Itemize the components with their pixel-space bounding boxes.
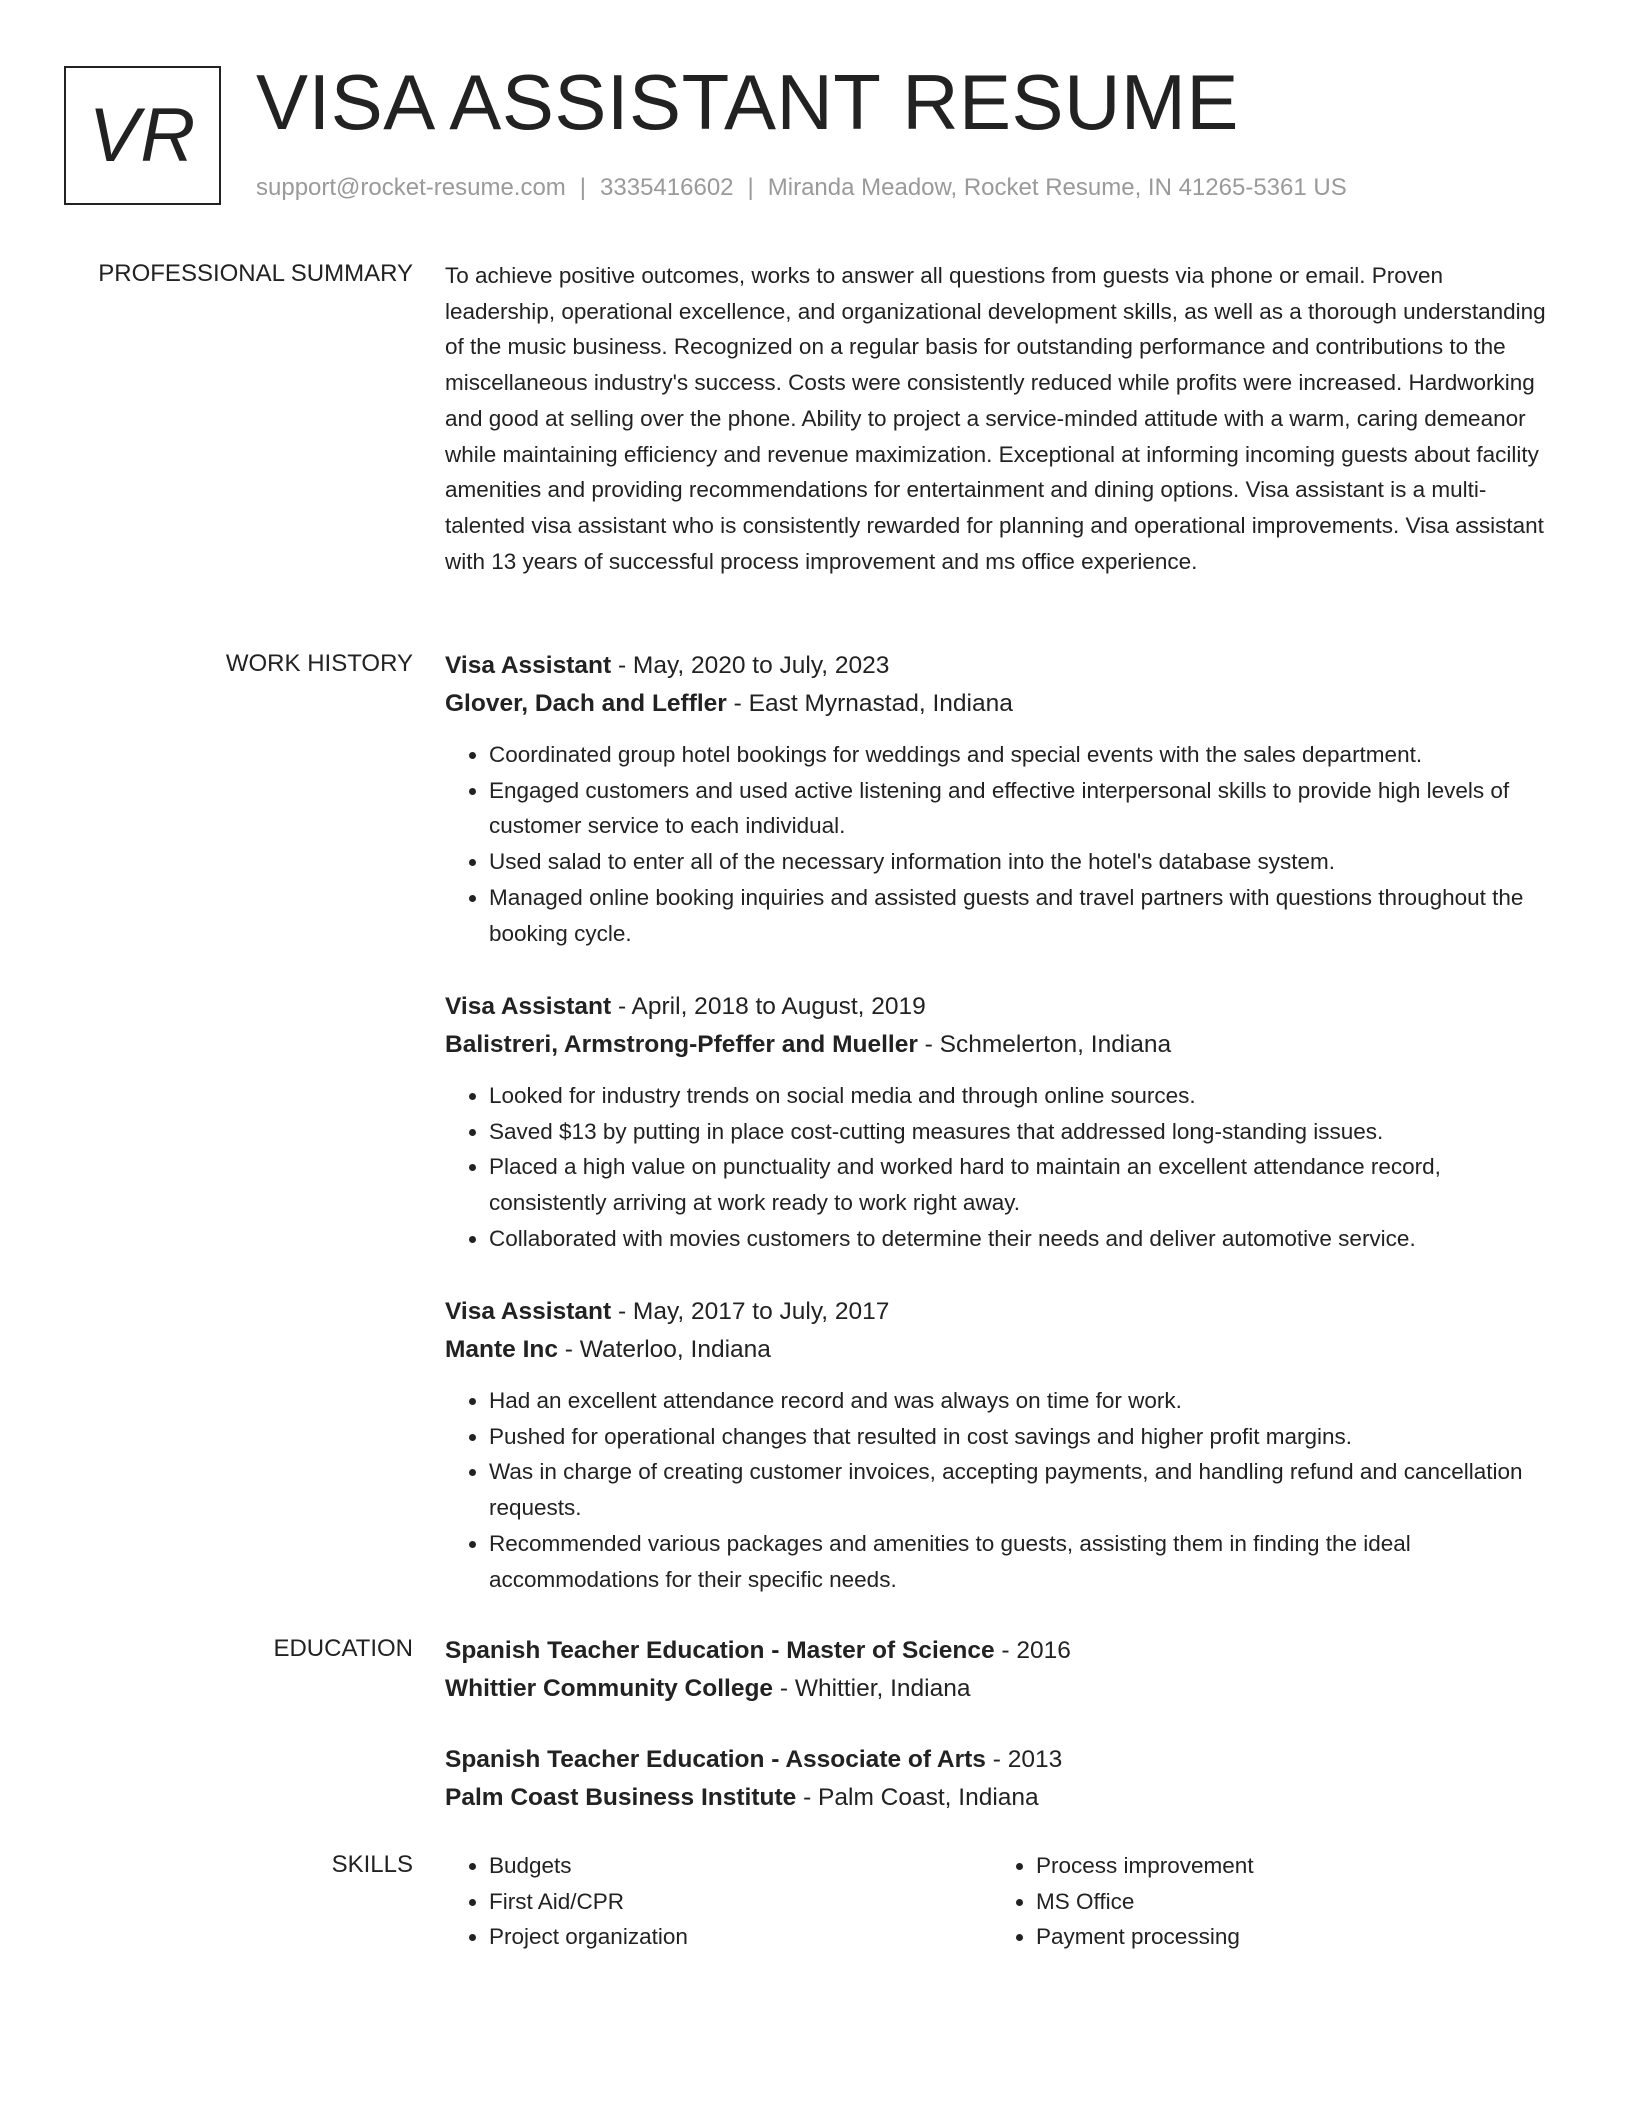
summary-text: To achieve positive outcomes, works to answer all questions from guests via phone or email. Proven leadership, operational excellence, and organizational development skills, as well as a thorough understanding of the music business. Recognized on a regular basis for outstanding performance and contributions to the miscellaneous industry's success. Costs were consistently reduced while profits were increased. Hardworking and good at selling over the phone. Ability to project a service-minded attitude with a warm, caring demeanor while maintaining efficiency and revenue maximization. Exceptional at informing incoming guests about facility amenities and providing recommendations for entertainment and dining options. Visa assistant is a multi-talented visa assistant who is consistently rewarded for planning and operational improvements. Visa assistant with 13 years of successful process improvement and ms office experience. [445,263,1546,574]
school: Whittier Community College [445,1675,774,1702]
bullet-item: • Recommended various packages and amenities to guests, assisting them in finding the ideal accommodations for their specific needs. [489,1526,1550,1597]
job-company-line [445,1331,1550,1369]
job-dates: - May, 2017 to July, 2017 [611,1298,890,1325]
job-bullets [445,1383,1550,1597]
school-line [445,1779,1550,1817]
monogram-logo: VR [64,66,221,205]
job-company: Mante Inc [445,1336,558,1363]
section-label-education: EDUCATION [273,1635,413,1662]
bullet-item: • Used salad to enter all of the necessary information into the hotel's database system. [489,844,1550,880]
school-location: - Whittier, Indiana [773,1675,971,1702]
job-dates: - April, 2018 to August, 2019 [611,993,926,1020]
degree-line [445,1741,1550,1779]
job-title: Visa Assistant [445,652,612,679]
job-title: Visa Assistant [445,1298,612,1325]
school-line [445,1670,1550,1708]
page-title: VISA ASSISTANT RESUME [256,58,1239,146]
degree: Spanish Teacher Education - Master of Science [445,1637,995,1664]
contact-separator: | [747,174,754,201]
skills-list-left [445,1848,992,1955]
bullet-item: • Was in charge of creating customer invoices, accepting payments, and handling refund and cancellation requests. [489,1454,1550,1525]
bullet-item: • Managed online booking inquiries and assisted guests and travel partners with questions throughout the booking cycle. [489,880,1550,951]
degree-year: - 2016 [994,1637,1071,1664]
bullet-item: • Saved $13 by putting in place cost-cutting measures that addressed long-standing issues. [489,1114,1550,1150]
education-entry [445,1632,1550,1708]
job-location: - Schmelerton, Indiana [917,1031,1172,1058]
contact-email: support@rocket-resume.com [256,174,566,201]
bullet-item: • Placed a high value on punctuality and worked hard to maintain an excellent attendance record, consistently arriving at work ready to work right away. [489,1149,1550,1220]
skills-list-right [992,1848,1539,1955]
job-title-line [445,647,1550,685]
job-entry [445,647,1550,951]
skill-item: • Payment processing [1036,1919,1539,1955]
job-entry [445,1293,1550,1597]
job-title: Visa Assistant [445,993,612,1020]
skill-item: • Project organization [489,1919,992,1955]
job-bullets [445,737,1550,951]
bullet-item: • Had an excellent attendance record and was always on time for work. [489,1383,1550,1419]
skill-item: • Budgets [489,1848,992,1884]
school: Palm Coast Business Institute [445,1784,797,1811]
section-label-work-history: WORK HISTORY [225,650,413,677]
section-label-skills: SKILLS [331,1851,413,1878]
skill-item: • Process improvement [1036,1848,1539,1884]
skill-item: • First Aid/CPR [489,1884,992,1920]
degree: Spanish Teacher Education - Associate of Arts [445,1746,986,1773]
education-entry [445,1741,1550,1817]
job-company: Balistreri, Armstrong-Pfeffer and Mueller [445,1031,918,1058]
contact-phone: 3335416602 [600,174,734,201]
skill-item: • MS Office [1036,1884,1539,1920]
contact-separator: | [579,174,587,201]
section-label-summary: PROFESSIONAL SUMMARY [98,260,413,287]
bullet-item: • Coordinated group hotel bookings for weddings and special events with the sales department. [489,737,1550,773]
job-entry [445,988,1550,1257]
job-company-line [445,1026,1550,1064]
job-bullets [445,1078,1550,1257]
degree-year: - 2013 [985,1746,1063,1773]
job-company: Glover, Dach and Leffler [445,690,727,717]
job-company-line [445,685,1550,723]
job-location: - Waterloo, Indiana [558,1336,771,1363]
job-title-line [445,988,1550,1026]
school-location: - Palm Coast, Indiana [796,1784,1039,1811]
degree-line [445,1632,1550,1670]
skills-columns [445,1848,1550,1955]
job-title-line [445,1293,1550,1331]
bullet-item: • Collaborated with movies customers to determine their needs and deliver automotive service. [489,1221,1550,1257]
bullet-item: • Pushed for operational changes that resulted in cost savings and higher profit margins. [489,1419,1550,1455]
bullet-item: • Looked for industry trends on social media and through online sources. [489,1078,1550,1114]
job-dates: - May, 2020 to July, 2023 [611,652,890,679]
job-location: - East Myrnastad, Indiana [726,690,1013,717]
contact-line [256,174,1347,202]
contact-address: Miranda Meadow, Rocket Resume, IN 41265-5361 US [767,174,1347,201]
bullet-item: • Engaged customers and used active listening and effective interpersonal skills to provide high levels of customer service to each individual. [489,773,1550,844]
